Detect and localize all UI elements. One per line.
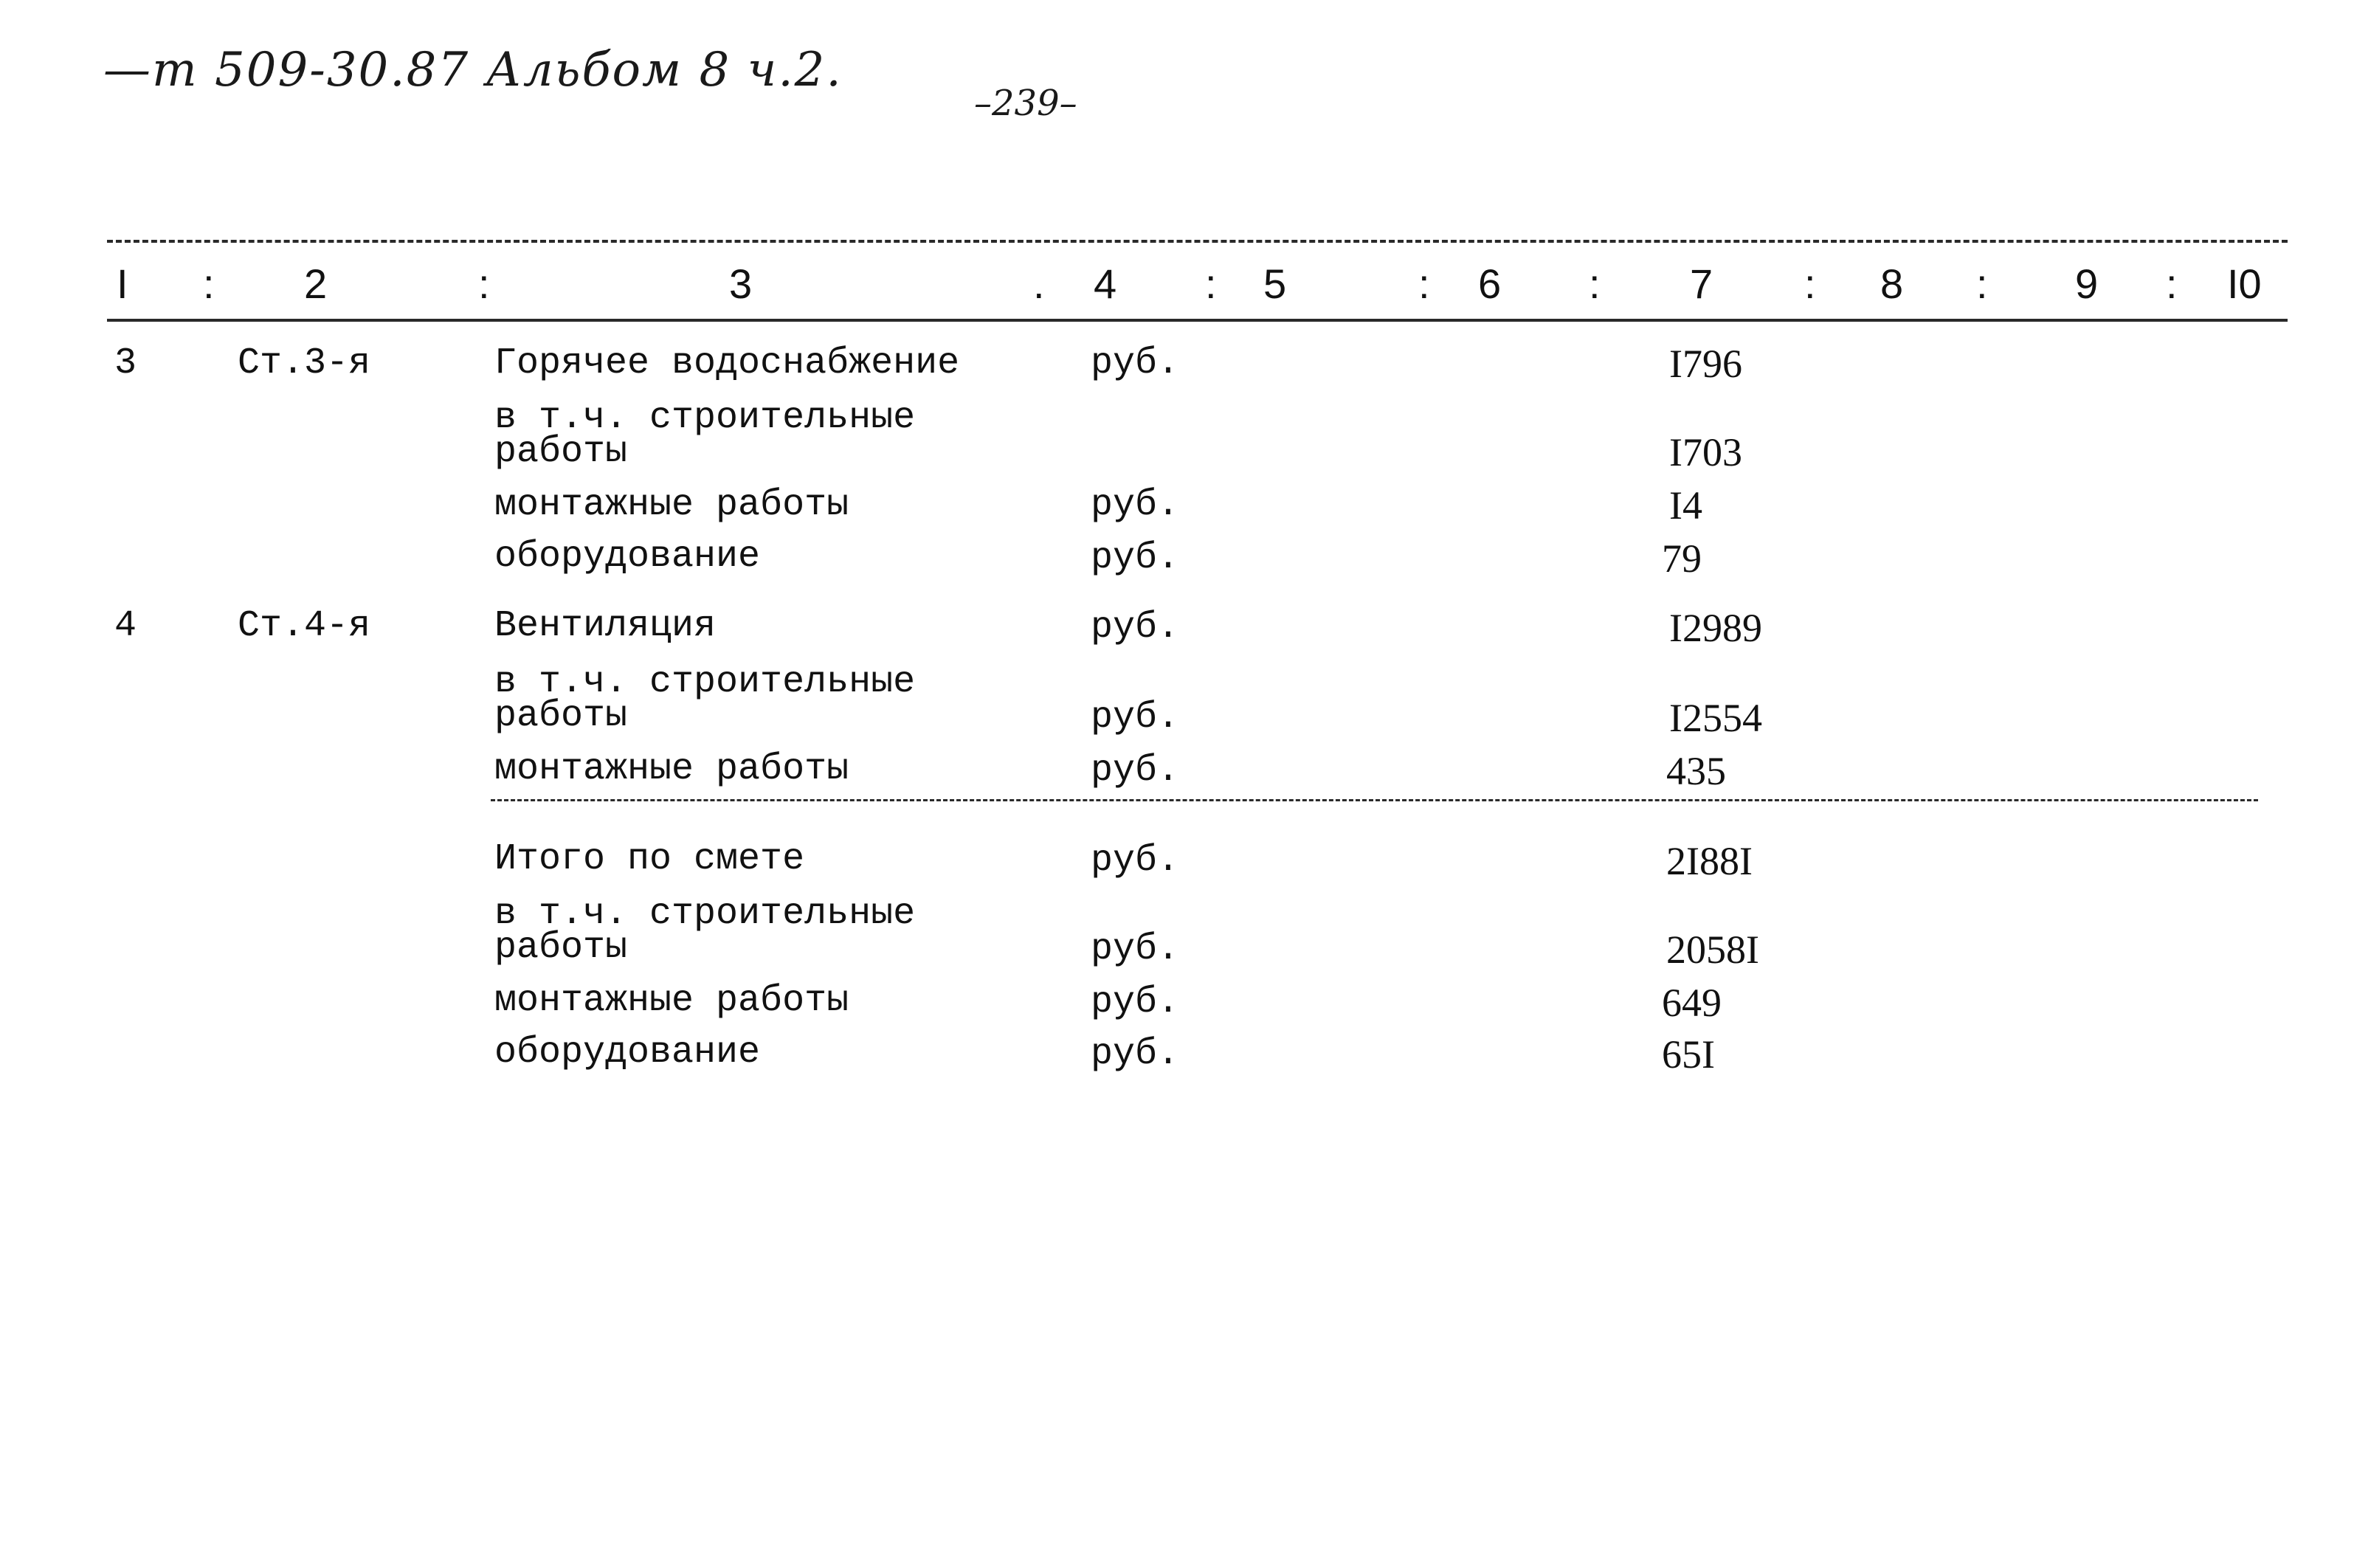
total-label: оборудование xyxy=(494,1032,761,1074)
totals-rule xyxy=(491,799,2258,801)
unit: руб. xyxy=(1091,981,1180,1023)
page-number: –239– xyxy=(974,83,1077,124)
cost-value: I2554 xyxy=(1669,696,1762,740)
total-label-continued: работы xyxy=(494,927,628,969)
column-number-6: 6 xyxy=(1478,260,1502,307)
column-number-4: 4 xyxy=(1094,260,1117,307)
total-value: 65I xyxy=(1662,1032,1715,1077)
column-separator: : xyxy=(1804,260,1816,307)
column-number-7: 7 xyxy=(1690,260,1713,307)
item-name: оборудование xyxy=(494,536,761,578)
total-label: монтажные работы xyxy=(494,980,849,1022)
table-header-rule xyxy=(107,319,2288,322)
row-number: 3 xyxy=(114,342,137,384)
cost-value: I703 xyxy=(1669,430,1742,474)
cost-value: 79 xyxy=(1662,536,1702,581)
column-separator: : xyxy=(478,260,490,307)
document-code-note: —т 509-30.87 Альбом 8 ч.2. xyxy=(103,43,843,97)
unit: руб. xyxy=(1091,1033,1180,1075)
cost-value: 435 xyxy=(1666,749,1726,793)
unit: руб. xyxy=(1091,928,1180,970)
cost-value: I4 xyxy=(1669,483,1702,528)
unit: руб. xyxy=(1091,697,1180,739)
unit: руб. xyxy=(1091,342,1180,384)
estimate-reference: Ст.4-я xyxy=(238,605,371,647)
total-value: 2I88I xyxy=(1666,839,1753,883)
total-label: в т.ч. строительные xyxy=(494,893,916,935)
column-number-2: 2 xyxy=(304,260,328,307)
unit: руб. xyxy=(1091,484,1180,526)
cost-value: I796 xyxy=(1669,342,1742,386)
cost-value: I2989 xyxy=(1669,606,1762,650)
item-name: монтажные работы xyxy=(494,748,849,790)
column-separator: : xyxy=(1976,260,1988,307)
item-name: монтажные работы xyxy=(494,484,849,526)
column-separator: : xyxy=(2166,260,2178,307)
estimate-reference: Ст.3-я xyxy=(238,342,371,384)
row-number: 4 xyxy=(114,605,137,647)
column-separator: . xyxy=(1033,260,1045,307)
column-number-5: 5 xyxy=(1263,260,1287,307)
item-name: в т.ч. строительные xyxy=(494,661,916,703)
unit: руб. xyxy=(1091,750,1180,792)
column-number-10: I0 xyxy=(2227,260,2262,307)
column-separator: : xyxy=(1418,260,1430,307)
item-name-continued: работы xyxy=(494,431,628,473)
column-number-9: 9 xyxy=(2075,260,2099,307)
column-number-3: 3 xyxy=(729,260,753,307)
total-value: 2058I xyxy=(1666,928,1759,972)
unit: руб. xyxy=(1091,537,1180,579)
unit: руб. xyxy=(1091,607,1180,649)
unit: руб. xyxy=(1091,840,1180,882)
column-separator: : xyxy=(203,260,215,307)
column-separator: : xyxy=(1589,260,1601,307)
item-name: Вентиляция xyxy=(494,605,717,647)
item-name: Горячее водоснабжение xyxy=(494,342,960,384)
column-separator: : xyxy=(1205,260,1217,307)
column-number-1: I xyxy=(117,260,128,307)
item-name: в т.ч. строительные xyxy=(494,397,916,439)
table-top-rule xyxy=(107,240,2288,243)
total-value: 649 xyxy=(1662,981,1722,1025)
column-number-8: 8 xyxy=(1880,260,1904,307)
item-name-continued: работы xyxy=(494,695,628,737)
total-label: Итого по смете xyxy=(494,838,805,880)
